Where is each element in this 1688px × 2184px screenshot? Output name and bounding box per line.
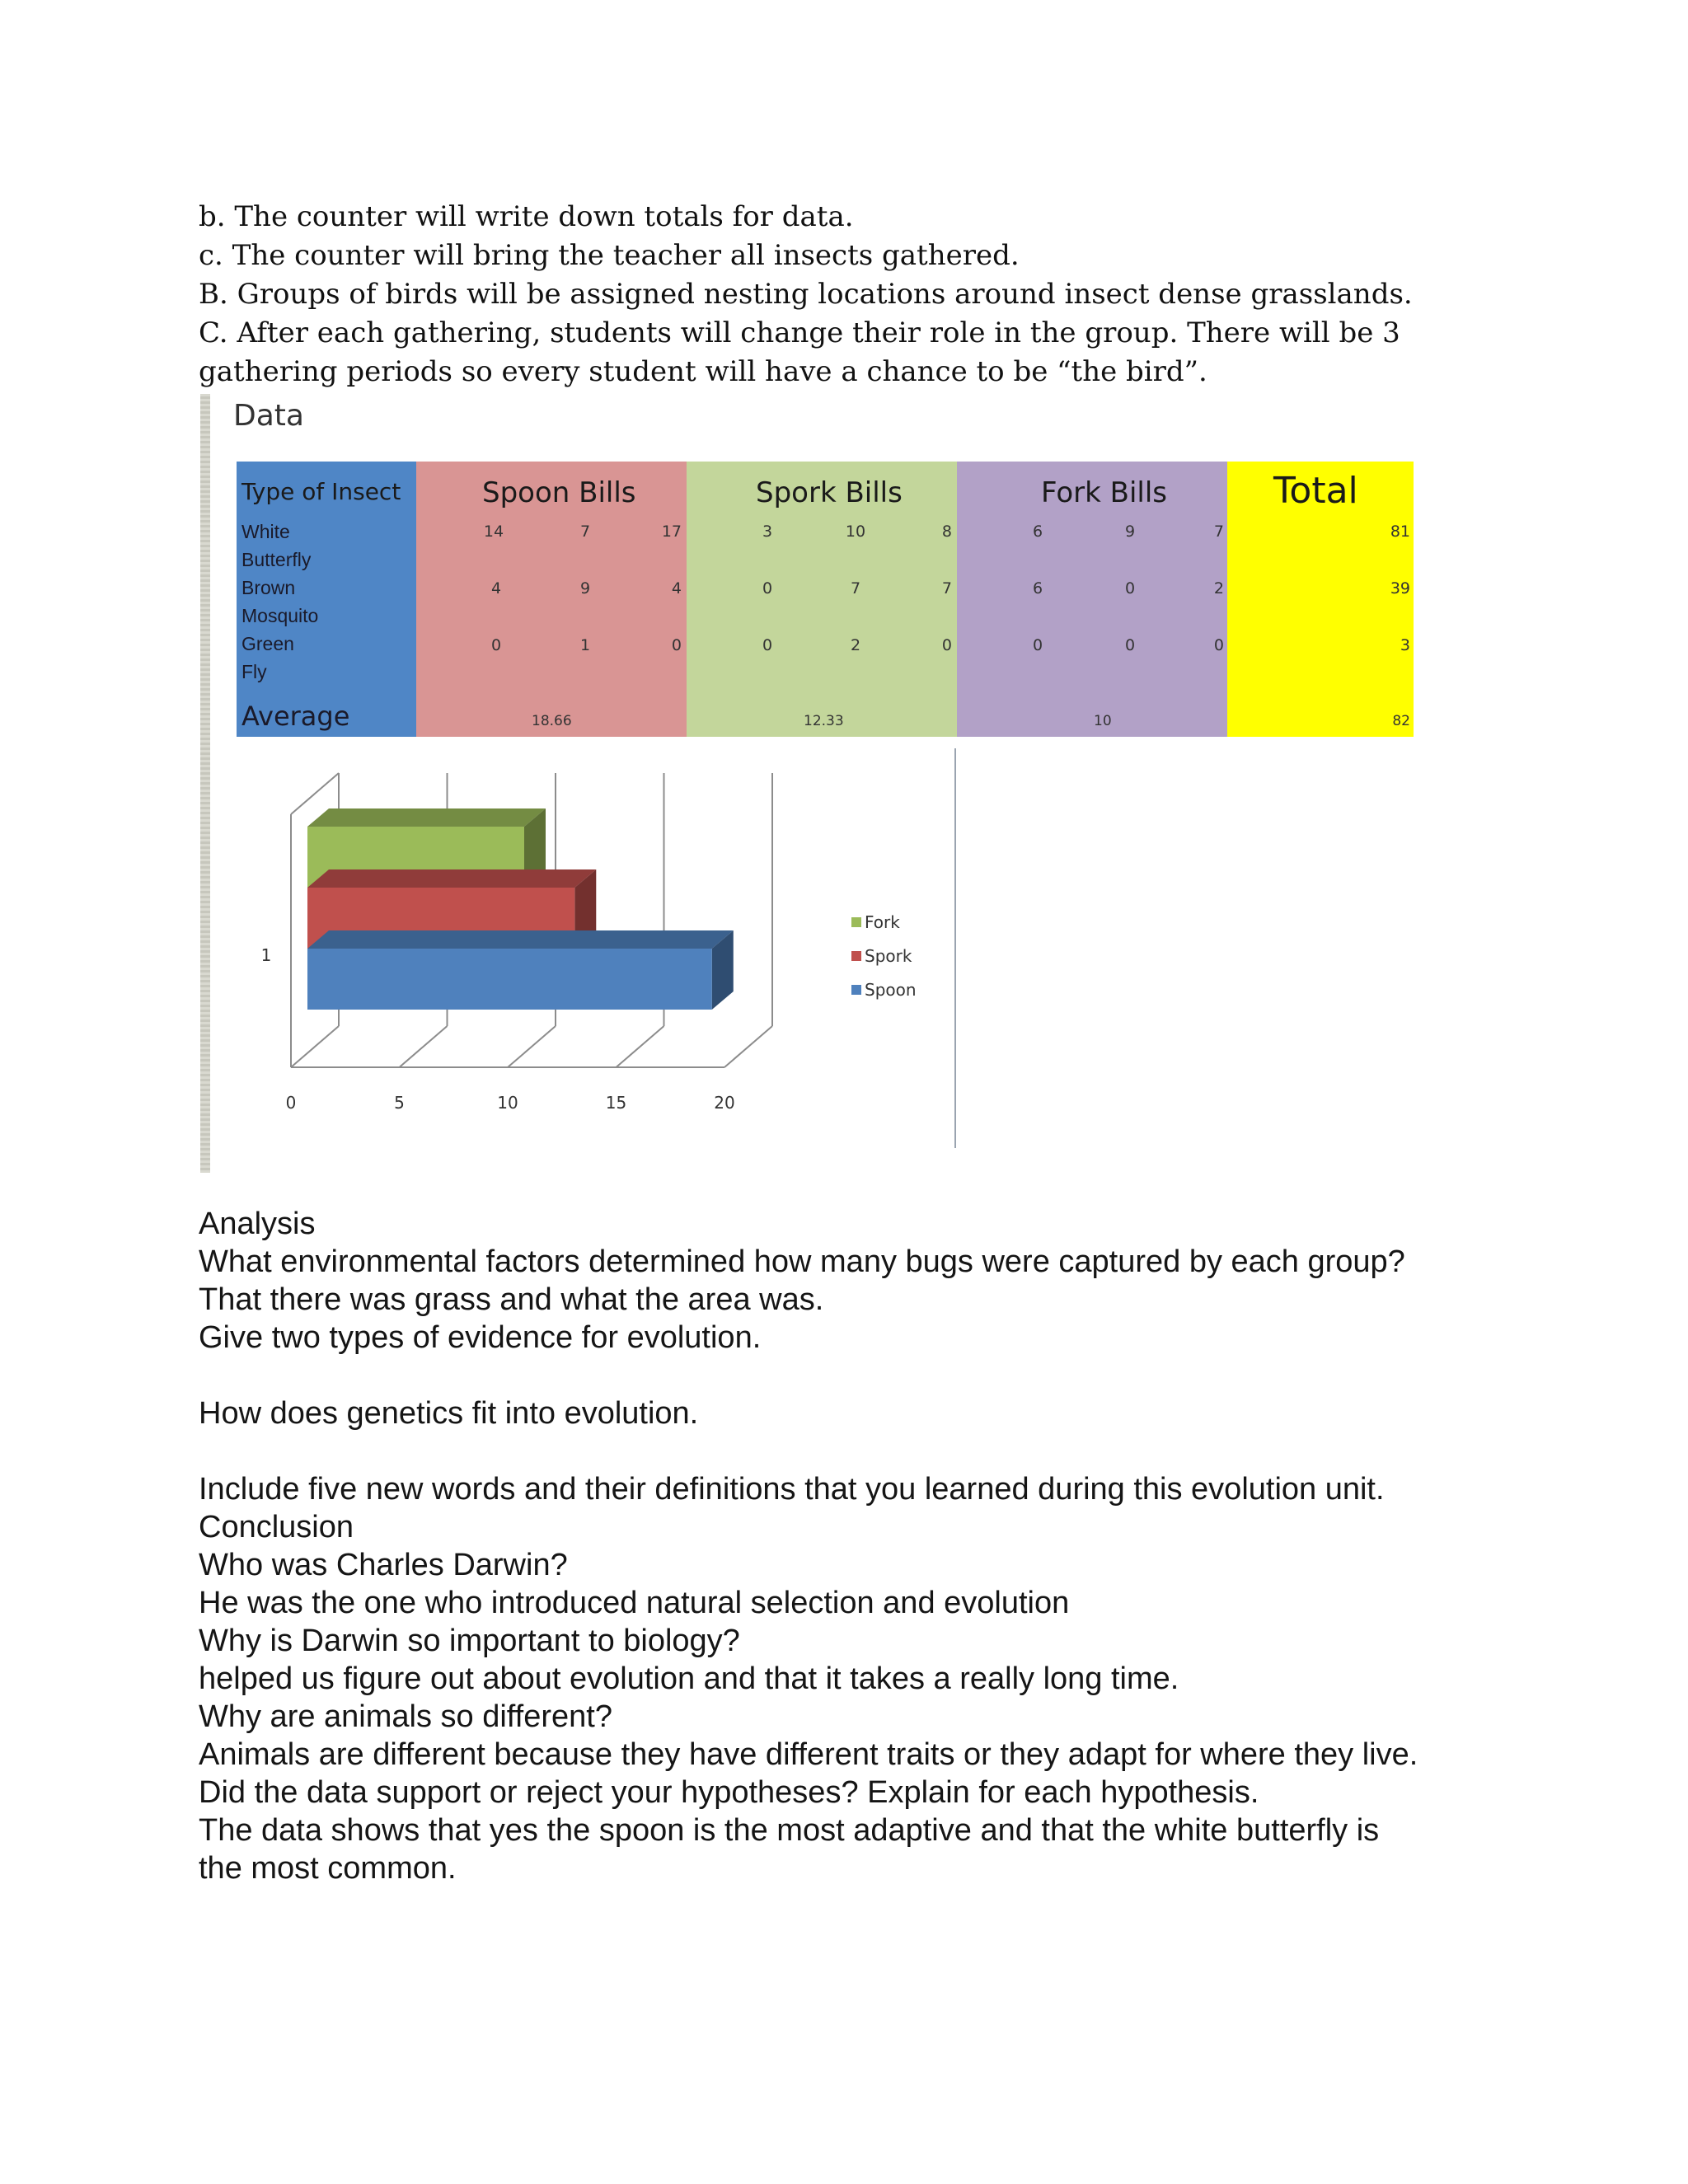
cell: 0 — [941, 636, 952, 654]
procedure-line: B. Groups of birds will be assigned nesting locations around insect dense grasslands. — [199, 278, 1413, 311]
cell: 0 — [490, 636, 502, 654]
cell: 9 — [1124, 523, 1136, 541]
analysis-text — [199, 1205, 1666, 1887]
cell: 2 — [1213, 579, 1224, 598]
cell: 6 — [1032, 523, 1043, 541]
bar-top-spork — [307, 869, 596, 888]
x-tick-label: 10 — [497, 1093, 518, 1113]
cell: 0 — [1213, 636, 1224, 654]
average-label: Average — [241, 701, 350, 732]
cell: 1 — [579, 636, 591, 654]
x-tick-label: 20 — [714, 1093, 735, 1113]
cell: 0 — [1124, 579, 1136, 598]
header-spoon: Spoon Bills — [482, 476, 636, 509]
text-line: Why is Darwin so important to biology? — [199, 1624, 740, 1658]
cell: 39 — [1390, 579, 1410, 598]
text-line: What environmental factors determined how many bugs were captured by each group? — [199, 1244, 1405, 1279]
column-type — [237, 462, 416, 737]
side-wall-edge — [291, 773, 339, 814]
cell: 0 — [762, 579, 773, 598]
cell: 0 — [1032, 636, 1043, 654]
column-spork — [687, 462, 957, 737]
floor-gridline — [508, 1026, 556, 1067]
row-label: Green Fly — [241, 633, 294, 682]
floor-gridline — [291, 1026, 339, 1067]
legend-label-spoon: Spoon — [865, 980, 917, 1000]
procedure-line: c. The counter will bring the teacher all insects gathered. — [199, 239, 1020, 272]
text-line — [199, 1357, 1666, 1394]
cell: 9 — [579, 579, 591, 598]
text-line: Give two types of evidence for evolution. — [199, 1320, 762, 1355]
legend-swatch-spork — [851, 951, 861, 961]
cell: 3 — [762, 523, 773, 541]
column-fork — [957, 462, 1227, 737]
cell: 3 — [1400, 636, 1410, 654]
row-label: White Butterfly — [241, 521, 312, 570]
data-heading: Data — [233, 399, 304, 433]
text-line: the most common. — [199, 1851, 457, 1886]
cell: 6 — [1032, 579, 1043, 598]
text-line: helped us figure out about evolution and that it takes a really long time. — [199, 1661, 1179, 1696]
average-spork: 12.33 — [804, 713, 844, 729]
x-tick-label: 5 — [394, 1093, 405, 1113]
column-spoon — [416, 462, 687, 737]
image-border — [200, 394, 210, 1173]
cell: 4 — [490, 579, 502, 598]
cell: 7 — [850, 579, 861, 598]
row-label: Brown Mosquito — [241, 577, 319, 626]
text-line: How does genetics fit into evolution. — [199, 1396, 699, 1431]
header-fork: Fork Bills — [1041, 476, 1167, 509]
procedure-line: b. The counter will write down totals for data. — [199, 200, 854, 233]
bar-top-spoon — [307, 930, 734, 949]
x-tick-label: 15 — [605, 1093, 627, 1113]
header-type: Type of Insect — [241, 478, 401, 505]
header-spork: Spork Bills — [756, 476, 903, 509]
text-line — [199, 1432, 1666, 1470]
data-table — [237, 462, 1414, 737]
cell: 81 — [1390, 523, 1410, 541]
procedure-text — [199, 198, 1616, 391]
cell: 17 — [661, 523, 682, 541]
cell: 7 — [941, 579, 952, 598]
cell: 0 — [671, 636, 682, 654]
header-total: Total — [1273, 470, 1358, 512]
text-line: He was the one who introduced natural selection and evolution — [199, 1586, 1070, 1620]
legend-label-spork: Spork — [865, 946, 912, 966]
average-spoon: 18.66 — [532, 713, 572, 729]
procedure-line: C. After each gathering, students will change their role in the group. There will be 3 — [199, 316, 1400, 349]
text-line: The data shows that yes the spoon is the most adaptive and that the white butterfly is — [199, 1813, 1380, 1848]
legend-swatch-fork — [851, 917, 861, 927]
cell: 10 — [845, 523, 866, 541]
floor-gridline — [724, 1026, 772, 1067]
bar-top-fork — [307, 808, 546, 827]
x-tick-label: 0 — [285, 1093, 297, 1113]
column-total — [1227, 462, 1414, 737]
cell: 0 — [762, 636, 773, 654]
text-line: Did the data support or reject your hypotheses? Explain for each hypothesis. — [199, 1775, 1259, 1810]
chart-border — [954, 748, 956, 1148]
cell: 2 — [850, 636, 861, 654]
data-figure — [200, 394, 1413, 1177]
floor-gridline — [617, 1026, 664, 1067]
cell: 7 — [1213, 523, 1224, 541]
text-line: That there was grass and what the area was. — [199, 1282, 824, 1317]
legend-label-fork: Fork — [865, 912, 900, 932]
bar-spoon — [307, 949, 712, 1010]
text-line: Analysis — [199, 1207, 316, 1241]
floor-gridline — [400, 1026, 448, 1067]
cell: 8 — [941, 523, 952, 541]
category-label: 1 — [260, 945, 272, 965]
average-fork: 10 — [1094, 713, 1112, 729]
procedure-line: gathering periods so every student will have a chance to be “the bird”. — [199, 355, 1207, 388]
text-line: Include five new words and their definitions that you learned during this evolution unit. — [199, 1472, 1385, 1507]
cell: 4 — [671, 579, 682, 598]
cell: 14 — [483, 523, 504, 541]
cell: 0 — [1124, 636, 1136, 654]
text-line: Who was Charles Darwin? — [199, 1548, 568, 1582]
cell: 7 — [579, 523, 591, 541]
text-line: Conclusion — [199, 1510, 354, 1544]
text-line: Animals are different because they have different traits or they adapt for where they live. — [199, 1737, 1418, 1772]
bar-chart — [250, 748, 1123, 1173]
legend-swatch-spoon — [851, 985, 861, 995]
average-total: 82 — [1392, 713, 1410, 729]
text-line: Why are animals so different? — [199, 1699, 612, 1734]
chart-canvas — [250, 748, 1123, 1173]
